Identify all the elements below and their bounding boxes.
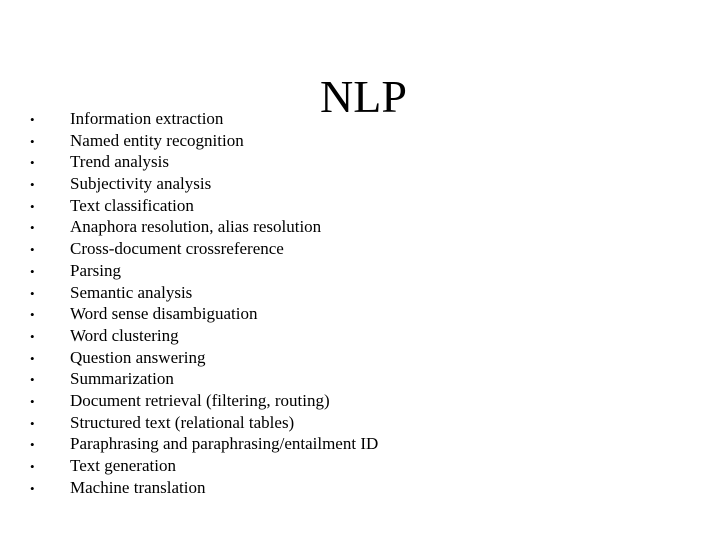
bullet-text: Semantic analysis <box>70 282 193 302</box>
bullet-text: Document retrieval (filtering, routing) <box>70 390 330 410</box>
bullet-icon: • <box>30 112 35 127</box>
bullet-item <box>30 433 378 455</box>
bullet-icon: • <box>30 155 35 171</box>
bullet-item <box>30 238 378 260</box>
bullet-item <box>30 455 378 477</box>
bullet-item <box>30 260 378 282</box>
bullet-text: Text generation <box>70 456 176 475</box>
bullet-item <box>30 303 378 325</box>
bullet-text: Information extraction <box>70 109 224 128</box>
bullet-icon: • <box>30 350 35 366</box>
bullet-item <box>30 195 378 217</box>
bullet-text: Text classification <box>70 195 194 215</box>
bullet-text: Question answering <box>70 347 206 367</box>
bullet-item <box>30 412 378 434</box>
bullet-text: Paraphrasing and paraphrasing/entailment ID <box>70 434 379 454</box>
bullet-icon: • <box>30 372 35 388</box>
bullet-icon: • <box>30 437 35 453</box>
bullet-item <box>30 130 378 152</box>
bullet-item <box>30 216 378 238</box>
bullet-text: Anaphora resolution, alias resolution <box>70 217 322 237</box>
bullet-icon: • <box>30 459 35 474</box>
bullet-item <box>30 282 378 304</box>
bullet-icon: • <box>30 242 35 258</box>
bullet-text: Machine translation <box>70 477 206 497</box>
bullet-icon: • <box>30 415 35 431</box>
bullet-item <box>30 173 378 195</box>
bullet-text: Word sense disambiguation <box>70 304 258 324</box>
bullet-text: Summarization <box>70 369 174 389</box>
bullet-icon: • <box>30 177 35 193</box>
bullet-item <box>30 390 378 412</box>
bullet-list <box>30 108 378 498</box>
bullet-text: Structured text (relational tables) <box>70 412 295 432</box>
bullet-text: Cross-document crossreference <box>70 239 284 259</box>
bullet-item <box>30 108 378 130</box>
bullet-text: Parsing <box>70 260 121 280</box>
bullet-item <box>30 347 378 369</box>
bullet-icon: • <box>30 133 35 149</box>
bullet-item <box>30 368 378 390</box>
bullet-icon: • <box>30 263 35 279</box>
bullet-text: Word clustering <box>70 325 179 345</box>
bullet-icon: • <box>30 198 35 214</box>
bullet-icon: • <box>30 393 35 409</box>
bullet-item <box>30 325 378 347</box>
bullet-icon: • <box>30 480 35 496</box>
bullet-text: Subjectivity analysis <box>70 174 212 194</box>
bullet-icon: • <box>30 307 35 323</box>
bullet-icon: • <box>30 220 35 236</box>
bullet-text: Named entity recognition <box>70 130 244 150</box>
bullet-item <box>30 151 378 173</box>
bullet-icon: • <box>30 285 35 301</box>
bullet-icon: • <box>30 328 35 344</box>
bullet-text: Trend analysis <box>70 152 170 172</box>
slide-title: NLP <box>320 71 407 122</box>
bullet-item <box>30 477 378 499</box>
